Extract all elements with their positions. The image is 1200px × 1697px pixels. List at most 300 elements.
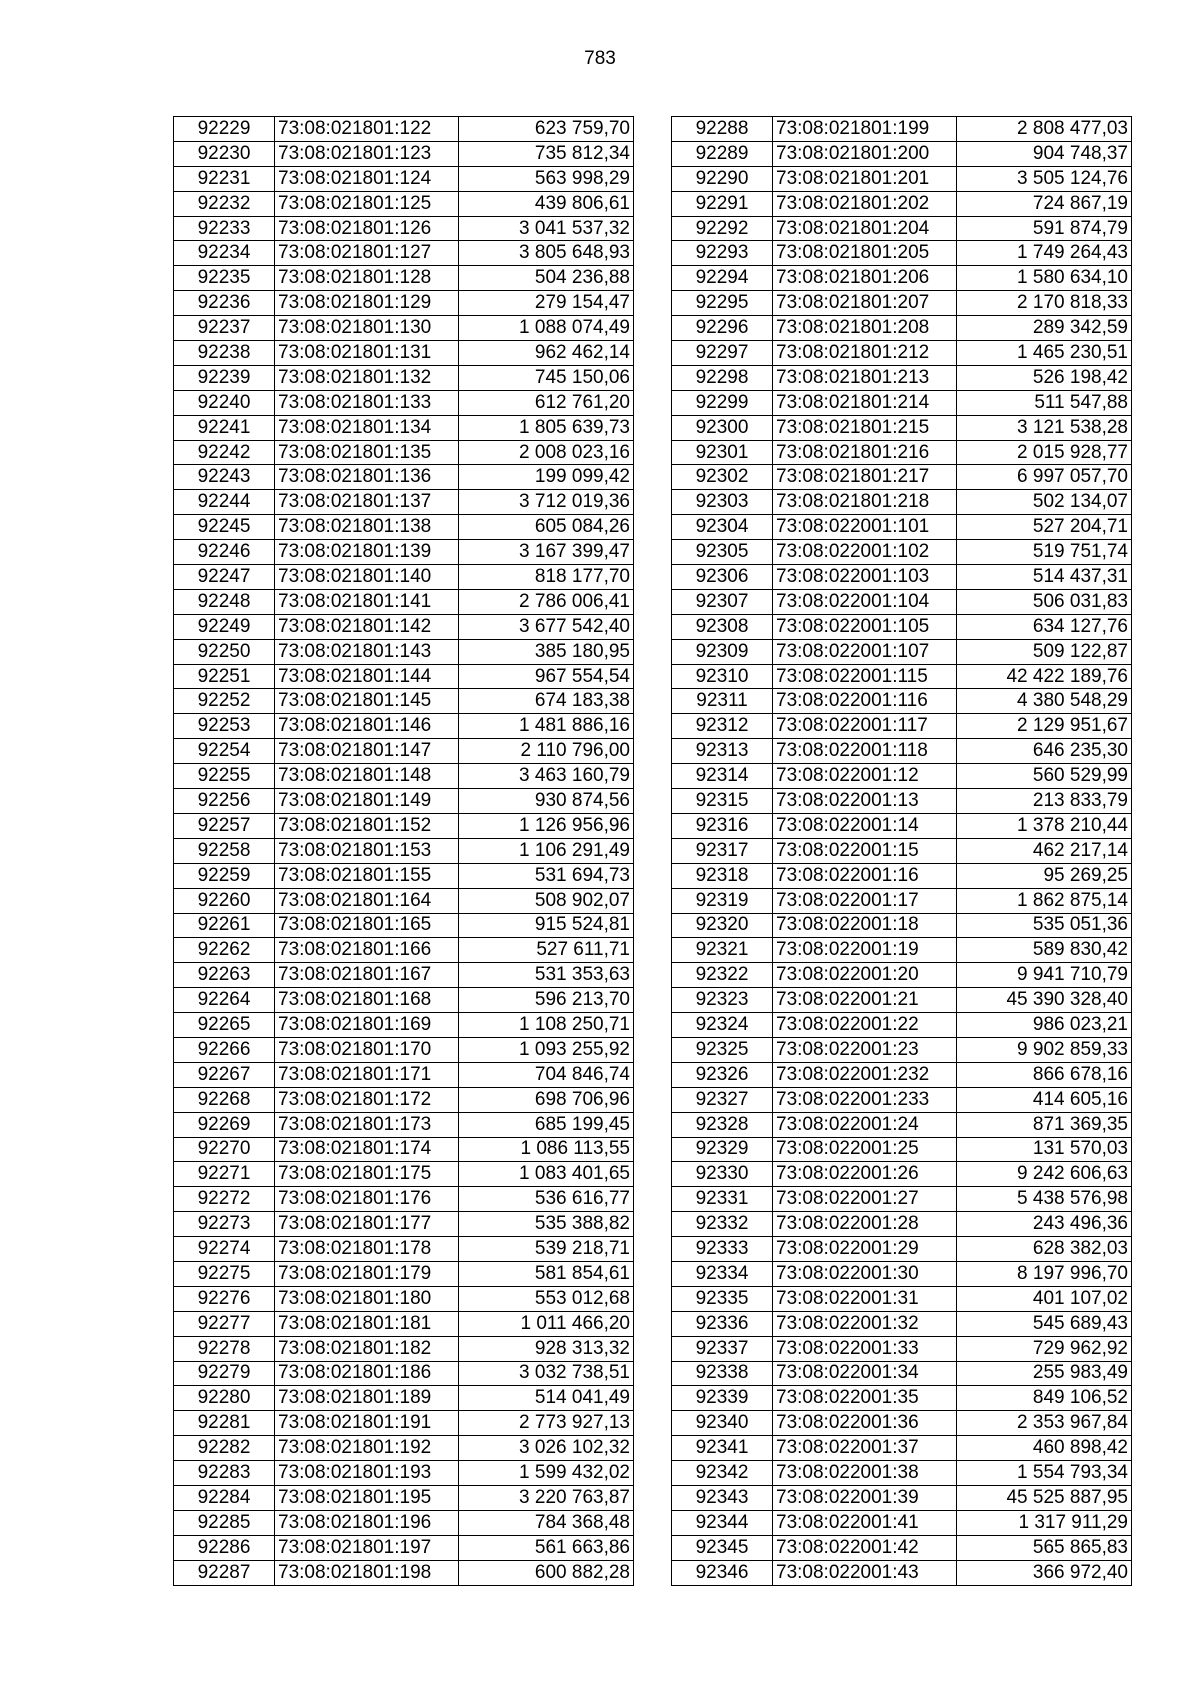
table-row [174,1436,634,1461]
cadastral-number-cell: 73:08:022001:37 [773,1436,957,1461]
table-row [174,465,634,490]
value-cell: 2 786 006,41 [459,589,634,614]
value-cell: 527 204,71 [957,515,1132,540]
cadastral-number-cell: 73:08:022001:107 [773,639,957,664]
cadastral-number-cell: 73:08:021801:129 [275,291,459,316]
row-number-cell: 92329 [672,1137,773,1162]
row-number-cell: 92344 [672,1510,773,1535]
row-number-cell: 92288 [672,117,773,142]
cadastral-number-cell: 73:08:021801:216 [773,440,957,465]
table-row [174,1361,634,1386]
value-cell: 1 126 956,96 [459,813,634,838]
table-row [672,291,1132,316]
row-number-cell: 92247 [174,565,275,590]
value-cell: 634 127,76 [957,614,1132,639]
table-row [672,938,1132,963]
value-cell: 605 084,26 [459,515,634,540]
cadastral-number-cell: 73:08:021801:208 [773,316,957,341]
row-number-cell: 92243 [174,465,275,490]
value-cell: 3 805 648,93 [459,241,634,266]
cadastral-number-cell: 73:08:022001:13 [773,789,957,814]
value-cell: 596 213,70 [459,988,634,1013]
table-row [672,1162,1132,1187]
value-cell: 42 422 189,76 [957,664,1132,689]
row-number-cell: 92311 [672,689,773,714]
value-cell: 1 749 264,43 [957,241,1132,266]
value-cell: 1 086 113,55 [459,1137,634,1162]
table-row [672,739,1132,764]
row-number-cell: 92230 [174,141,275,166]
value-cell: 581 854,61 [459,1261,634,1286]
table-row [672,689,1132,714]
table-row [174,1261,634,1286]
cadastral-number-cell: 73:08:021801:173 [275,1112,459,1137]
table-row [672,913,1132,938]
row-number-cell: 92304 [672,515,773,540]
value-cell: 591 874,79 [957,216,1132,241]
table-row [672,1286,1132,1311]
table-row [672,465,1132,490]
cadastral-number-cell: 73:08:022001:104 [773,589,957,614]
table-row [174,1237,634,1262]
cadastral-number-cell: 73:08:021801:141 [275,589,459,614]
table-row [174,440,634,465]
row-number-cell: 92292 [672,216,773,241]
cadastral-number-cell: 73:08:022001:41 [773,1510,957,1535]
cadastral-number-cell: 73:08:022001:29 [773,1237,957,1262]
value-cell: 818 177,70 [459,565,634,590]
cadastral-number-cell: 73:08:022001:26 [773,1162,957,1187]
page-number: 783 [584,48,616,69]
row-number-cell: 92310 [672,664,773,689]
value-cell: 1 481 886,16 [459,714,634,739]
row-number-cell: 92245 [174,515,275,540]
row-number-cell: 92312 [672,714,773,739]
value-cell: 962 462,14 [459,341,634,366]
value-cell: 1 599 432,02 [459,1461,634,1486]
table-row [672,266,1132,291]
cadastral-number-cell: 73:08:021801:166 [275,938,459,963]
cadastral-number-cell: 73:08:022001:21 [773,988,957,1013]
row-number-cell: 92290 [672,166,773,191]
row-number-cell: 92289 [672,141,773,166]
row-number-cell: 92244 [174,490,275,515]
value-cell: 1 862 875,14 [957,888,1132,913]
table-row [174,291,634,316]
row-number-cell: 92249 [174,614,275,639]
value-cell: 2 773 927,13 [459,1411,634,1436]
value-cell: 565 865,83 [957,1535,1132,1560]
row-number-cell: 92328 [672,1112,773,1137]
value-cell: 1 465 230,51 [957,341,1132,366]
value-cell: 3 712 019,36 [459,490,634,515]
row-number-cell: 92314 [672,764,773,789]
cadastral-number-cell: 73:08:021801:138 [275,515,459,540]
table-row [174,1510,634,1535]
row-number-cell: 92324 [672,1013,773,1038]
row-number-cell: 92232 [174,191,275,216]
cadastral-number-cell: 73:08:021801:164 [275,888,459,913]
value-cell: 1 011 466,20 [459,1311,634,1336]
value-cell: 589 830,42 [957,938,1132,963]
cadastral-number-cell: 73:08:021801:165 [275,913,459,938]
table-row [174,1037,634,1062]
table-row [174,988,634,1013]
value-cell: 1 805 639,73 [459,415,634,440]
row-number-cell: 92238 [174,341,275,366]
row-number-cell: 92229 [174,117,275,142]
cadastral-number-cell: 73:08:021801:122 [275,117,459,142]
row-number-cell: 92278 [174,1336,275,1361]
row-number-cell: 92340 [672,1411,773,1436]
row-number-cell: 92240 [174,390,275,415]
row-number-cell: 92298 [672,365,773,390]
cadastral-number-cell: 73:08:021801:137 [275,490,459,515]
table-row [672,813,1132,838]
cadastral-number-cell: 73:08:021801:143 [275,639,459,664]
table-row [174,166,634,191]
value-cell: 5 438 576,98 [957,1187,1132,1212]
row-number-cell: 92255 [174,764,275,789]
row-number-cell: 92269 [174,1112,275,1137]
value-cell: 509 122,87 [957,639,1132,664]
value-cell: 2 015 928,77 [957,440,1132,465]
table-row [174,963,634,988]
row-number-cell: 92339 [672,1386,773,1411]
cadastral-number-cell: 73:08:022001:115 [773,664,957,689]
value-cell: 904 748,37 [957,141,1132,166]
cadastral-number-cell: 73:08:021801:180 [275,1286,459,1311]
value-cell: 560 529,99 [957,764,1132,789]
cadastral-number-cell: 73:08:021801:172 [275,1087,459,1112]
value-cell: 3 677 542,40 [459,614,634,639]
value-cell: 255 983,49 [957,1361,1132,1386]
cadastral-number-cell: 73:08:021801:136 [275,465,459,490]
table-row [672,540,1132,565]
table-row [174,888,634,913]
table-row [174,813,634,838]
row-number-cell: 92306 [672,565,773,590]
cadastral-number-cell: 73:08:021801:186 [275,1361,459,1386]
value-cell: 3 041 537,32 [459,216,634,241]
table-row [174,490,634,515]
row-number-cell: 92252 [174,689,275,714]
value-cell: 519 751,74 [957,540,1132,565]
value-cell: 508 902,07 [459,888,634,913]
row-number-cell: 92264 [174,988,275,1013]
table-row [174,689,634,714]
value-cell: 986 023,21 [957,1013,1132,1038]
table-row [174,565,634,590]
table-row [672,1112,1132,1137]
left-table-body [174,117,634,1586]
right-table-body [672,117,1132,1586]
table-row [672,1510,1132,1535]
cadastral-number-cell: 73:08:021801:170 [275,1037,459,1062]
table-row [174,789,634,814]
table-row [174,639,634,664]
row-number-cell: 92326 [672,1062,773,1087]
table-row [174,390,634,415]
table-row [174,266,634,291]
cadastral-number-cell: 73:08:021801:153 [275,838,459,863]
table-row [672,1411,1132,1436]
cadastral-number-cell: 73:08:022001:16 [773,863,957,888]
cadastral-number-cell: 73:08:021801:193 [275,1461,459,1486]
cadastral-number-cell: 73:08:022001:18 [773,913,957,938]
table-row [672,589,1132,614]
value-cell: 526 198,42 [957,365,1132,390]
table-row [174,1485,634,1510]
table-row [672,664,1132,689]
cadastral-number-cell: 73:08:021801:133 [275,390,459,415]
row-number-cell: 92323 [672,988,773,1013]
cadastral-number-cell: 73:08:022001:33 [773,1336,957,1361]
table-row [672,863,1132,888]
table-row [672,490,1132,515]
table-row [174,1137,634,1162]
value-cell: 1 108 250,71 [459,1013,634,1038]
table-row [174,863,634,888]
table-row [174,365,634,390]
table-row [672,1137,1132,1162]
cadastral-number-cell: 73:08:021801:191 [275,1411,459,1436]
table-row [174,664,634,689]
table-row [672,1311,1132,1336]
cadastral-number-cell: 73:08:022001:102 [773,540,957,565]
cadastral-number-cell: 73:08:021801:207 [773,291,957,316]
row-number-cell: 92337 [672,1336,773,1361]
value-cell: 6 997 057,70 [957,465,1132,490]
cadastral-number-cell: 73:08:022001:42 [773,1535,957,1560]
row-number-cell: 92273 [174,1212,275,1237]
value-cell: 784 368,48 [459,1510,634,1535]
value-cell: 385 180,95 [459,639,634,664]
cadastral-number-cell: 73:08:021801:144 [275,664,459,689]
row-number-cell: 92302 [672,465,773,490]
value-cell: 527 611,71 [459,938,634,963]
value-cell: 514 041,49 [459,1386,634,1411]
row-number-cell: 92268 [174,1087,275,1112]
row-number-cell: 92235 [174,266,275,291]
row-number-cell: 92308 [672,614,773,639]
row-number-cell: 92325 [672,1037,773,1062]
value-cell: 698 706,96 [459,1087,634,1112]
value-cell: 1 106 291,49 [459,838,634,863]
table-row [672,714,1132,739]
row-number-cell: 92281 [174,1411,275,1436]
row-number-cell: 92277 [174,1311,275,1336]
value-cell: 414 605,16 [957,1087,1132,1112]
row-number-cell: 92285 [174,1510,275,1535]
row-number-cell: 92272 [174,1187,275,1212]
row-number-cell: 92346 [672,1560,773,1585]
cadastral-number-cell: 73:08:021801:134 [275,415,459,440]
cadastral-number-cell: 73:08:022001:43 [773,1560,957,1585]
row-number-cell: 92316 [672,813,773,838]
cadastral-number-cell: 73:08:021801:123 [275,141,459,166]
table-row [672,764,1132,789]
table-row [672,241,1132,266]
row-number-cell: 92276 [174,1286,275,1311]
value-cell: 511 547,88 [957,390,1132,415]
cadastral-number-cell: 73:08:021801:178 [275,1237,459,1262]
cadastral-number-cell: 73:08:022001:20 [773,963,957,988]
row-number-cell: 92320 [672,913,773,938]
row-number-cell: 92262 [174,938,275,963]
row-number-cell: 92327 [672,1087,773,1112]
value-cell: 4 380 548,29 [957,689,1132,714]
table-row [672,1037,1132,1062]
row-number-cell: 92291 [672,191,773,216]
cadastral-number-cell: 73:08:021801:140 [275,565,459,590]
row-number-cell: 92251 [174,664,275,689]
cadastral-number-cell: 73:08:022001:118 [773,739,957,764]
cadastral-number-cell: 73:08:022001:15 [773,838,957,863]
table-row [672,1336,1132,1361]
value-cell: 539 218,71 [459,1237,634,1262]
value-cell: 289 342,59 [957,316,1132,341]
table-row [174,141,634,166]
table-row [672,141,1132,166]
cadastral-number-cell: 73:08:021801:128 [275,266,459,291]
cadastral-number-cell: 73:08:021801:182 [275,1336,459,1361]
cadastral-number-cell: 73:08:021801:147 [275,739,459,764]
table-row [174,1212,634,1237]
table-row [672,1560,1132,1585]
value-cell: 45 525 887,95 [957,1485,1132,1510]
value-cell: 704 846,74 [459,1062,634,1087]
table-row [174,1311,634,1336]
cadastral-number-cell: 73:08:021801:196 [275,1510,459,1535]
cadastral-number-cell: 73:08:022001:27 [773,1187,957,1212]
row-number-cell: 92261 [174,913,275,938]
table-row [174,191,634,216]
value-cell: 545 689,43 [957,1311,1132,1336]
value-cell: 1 554 793,34 [957,1461,1132,1486]
value-cell: 9 941 710,79 [957,963,1132,988]
value-cell: 213 833,79 [957,789,1132,814]
cadastral-number-cell: 73:08:021801:197 [275,1535,459,1560]
row-number-cell: 92334 [672,1261,773,1286]
table-row [174,540,634,565]
cadastral-number-cell: 73:08:021801:152 [275,813,459,838]
cadastral-number-cell: 73:08:021801:199 [773,117,957,142]
cadastral-number-cell: 73:08:022001:38 [773,1461,957,1486]
row-number-cell: 92286 [174,1535,275,1560]
row-number-cell: 92237 [174,316,275,341]
value-cell: 3 220 763,87 [459,1485,634,1510]
table-row [672,1461,1132,1486]
value-cell: 506 031,83 [957,589,1132,614]
table-row [174,1336,634,1361]
cadastral-number-cell: 73:08:021801:201 [773,166,957,191]
table-row [672,838,1132,863]
row-number-cell: 92248 [174,589,275,614]
cadastral-number-cell: 73:08:021801:217 [773,465,957,490]
cadastral-number-cell: 73:08:021801:195 [275,1485,459,1510]
row-number-cell: 92241 [174,415,275,440]
value-cell: 729 962,92 [957,1336,1132,1361]
cadastral-number-cell: 73:08:022001:39 [773,1485,957,1510]
cadastral-number-cell: 73:08:022001:28 [773,1212,957,1237]
value-cell: 531 694,73 [459,863,634,888]
table-row [174,1411,634,1436]
row-number-cell: 92318 [672,863,773,888]
table-row [672,1436,1132,1461]
row-number-cell: 92250 [174,639,275,664]
value-cell: 535 388,82 [459,1212,634,1237]
table-row [174,241,634,266]
cadastral-number-cell: 73:08:021801:175 [275,1162,459,1187]
row-number-cell: 92307 [672,589,773,614]
cadastral-number-cell: 73:08:021801:125 [275,191,459,216]
value-cell: 3 463 160,79 [459,764,634,789]
table-row [672,440,1132,465]
row-number-cell: 92322 [672,963,773,988]
value-cell: 735 812,34 [459,141,634,166]
cadastral-number-cell: 73:08:021801:198 [275,1560,459,1585]
value-cell: 745 150,06 [459,365,634,390]
cadastral-number-cell: 73:08:021801:146 [275,714,459,739]
cadastral-number-cell: 73:08:022001:22 [773,1013,957,1038]
row-number-cell: 92233 [174,216,275,241]
value-cell: 2 353 967,84 [957,1411,1132,1436]
value-cell: 612 761,20 [459,390,634,415]
row-number-cell: 92234 [174,241,275,266]
table-row [672,191,1132,216]
table-row [174,1461,634,1486]
cadastral-number-cell: 73:08:021801:132 [275,365,459,390]
table-row [672,789,1132,814]
cadastral-number-cell: 73:08:022001:116 [773,689,957,714]
value-cell: 646 235,30 [957,739,1132,764]
value-cell: 1 317 911,29 [957,1510,1132,1535]
cadastral-number-cell: 73:08:021801:131 [275,341,459,366]
table-row [672,614,1132,639]
row-number-cell: 92297 [672,341,773,366]
table-row [174,1535,634,1560]
value-cell: 2 008 023,16 [459,440,634,465]
cadastral-number-cell: 73:08:021801:213 [773,365,957,390]
row-number-cell: 92259 [174,863,275,888]
cadastral-number-cell: 73:08:021801:202 [773,191,957,216]
table-row [174,1087,634,1112]
cadastral-number-cell: 73:08:021801:214 [773,390,957,415]
row-number-cell: 92236 [174,291,275,316]
value-cell: 1 378 210,44 [957,813,1132,838]
value-cell: 8 197 996,70 [957,1261,1132,1286]
cadastral-number-cell: 73:08:021801:218 [773,490,957,515]
cadastral-number-cell: 73:08:021801:148 [275,764,459,789]
table-row [174,1386,634,1411]
value-cell: 536 616,77 [459,1187,634,1212]
row-number-cell: 92266 [174,1037,275,1062]
row-number-cell: 92333 [672,1237,773,1262]
value-cell: 45 390 328,40 [957,988,1132,1013]
row-number-cell: 92257 [174,813,275,838]
cadastral-number-cell: 73:08:021801:206 [773,266,957,291]
table-row [672,1237,1132,1262]
row-number-cell: 92338 [672,1361,773,1386]
row-number-cell: 92343 [672,1485,773,1510]
table-row [174,1286,634,1311]
value-cell: 563 998,29 [459,166,634,191]
table-row [672,1013,1132,1038]
row-number-cell: 92331 [672,1187,773,1212]
row-number-cell: 92282 [174,1436,275,1461]
value-cell: 9 242 606,63 [957,1162,1132,1187]
